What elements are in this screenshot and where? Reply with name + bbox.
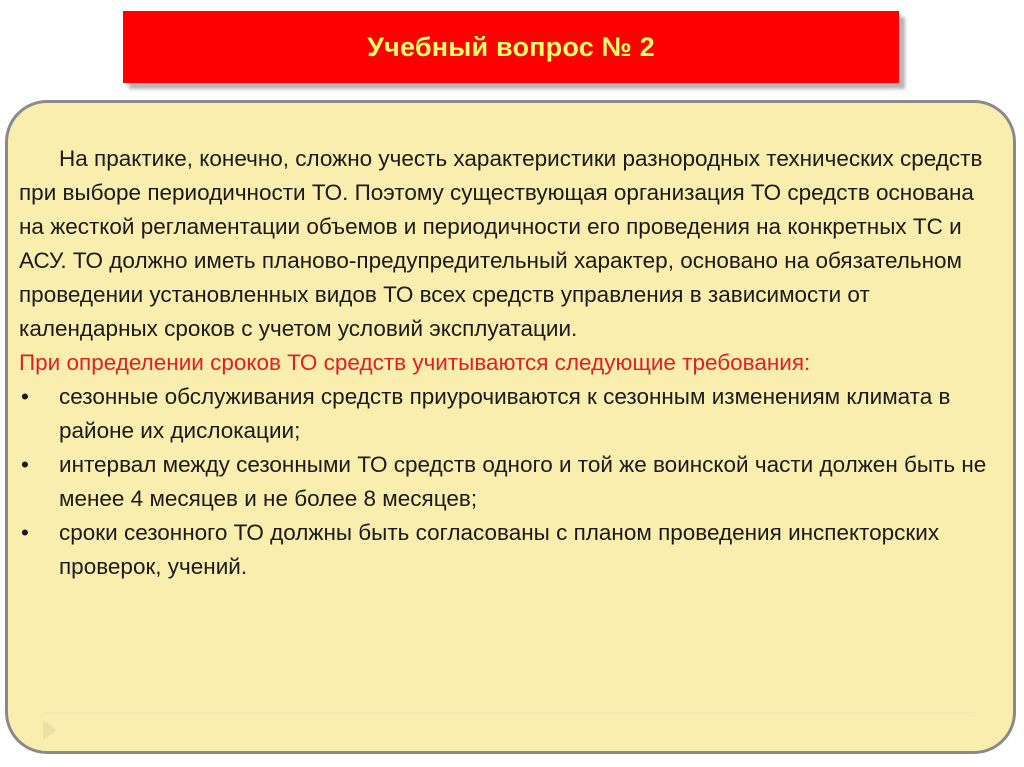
list-item [19,380,1004,448]
main-paragraph: На практике, конечно, сложно учесть характеристики разнородных технических средств при выборе периодичности ТО. Поэтому существующая организация ТО средств основана на жесткой регламентации объемов и периодичности его проведения на конкретных ТС и АСУ. ТО должно иметь планово-предупредительный характер, основано на обязательном проведении установленных видов ТО всех средств управления в зависимости от календарных сроков с учетом условий эксплуатации. [19,146,983,341]
title-bar [123,11,899,83]
list-item-text: сроки сезонного ТО должны быть согласованы с планом проведения инспекторских проверок, учений. [59,520,940,579]
slide-title: Учебный вопрос № 2 [367,31,655,62]
requirements-list [19,380,1004,584]
slide-divider [45,712,975,713]
bullet-icon: • [21,452,29,477]
text-area [19,142,1004,584]
play-arrow-icon[interactable] [43,720,57,740]
bullet-icon: • [21,520,29,545]
list-item [19,448,1004,516]
requirements-heading: При определении сроков ТО средств учитываются следующие требования: [19,350,811,375]
list-item [19,516,1004,584]
bullet-icon: • [21,384,29,409]
list-item-text: сезонные обслуживания средств приурочиваются к сезонным изменениям климата в районе их дислокации; [59,384,951,443]
list-item-text: интервал между сезонными ТО средств одного и той же воинской части должен быть не менее 4 месяцев и не более 8 месяцев; [59,452,987,511]
